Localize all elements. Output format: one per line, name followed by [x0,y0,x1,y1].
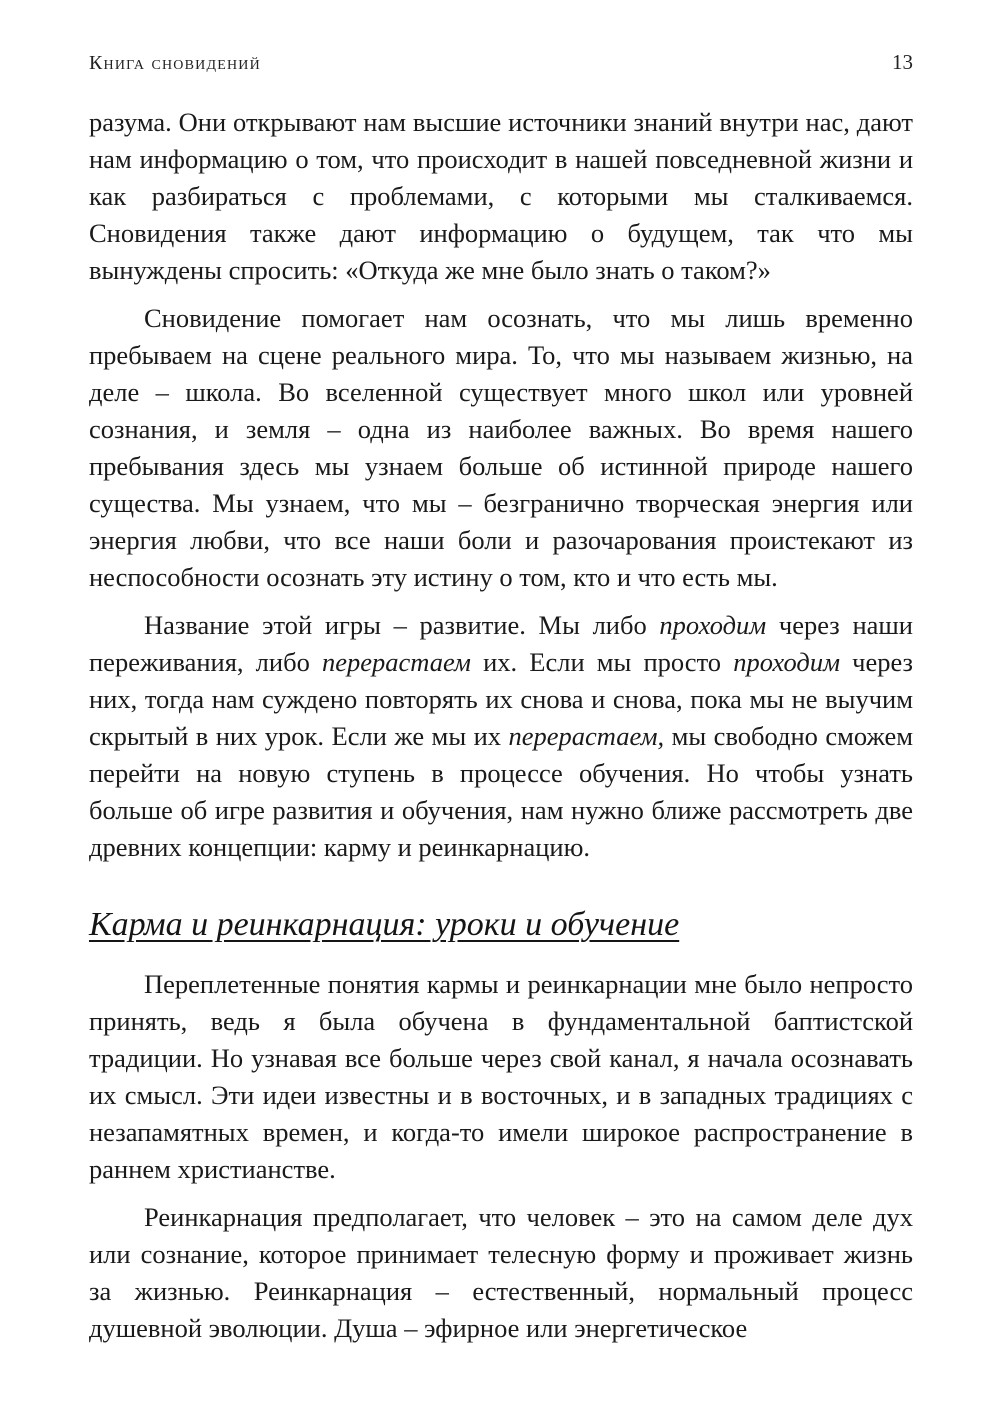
italic-term: проходим [733,647,840,677]
paragraph-reincarnation-definition: Реинкарнация предполагает, что человек – это на самом деле дух или сознание, которое принимает телесную форму и проживает жизнь за жизнью. Реинкарнация – естественный, нормальный процесс душевной эволюции. Душа – эфирное или энергетическое [89,1202,913,1343]
text-segment: Название этой игры – развитие. Мы либо [144,610,660,640]
text-segment: через них, тогда нам суждено повторять их снова и снова, пока мы не выучим скрытый в них урок. Если же мы их [89,647,914,751]
text-segment: их. Если мы просто [470,647,734,677]
italic-term: перерастаем [321,647,471,677]
running-header [89,50,913,80]
book-page [89,0,913,1418]
text-segment: мы свободно сможем перейти на новую ступень в процессе обучения. Но чтобы узнать больше об игре развития и обучения, нам нужно ближе рассмотреть две древних концепции: карму и реинкарнацию. [89,721,913,862]
section-heading: Карма и реинкарнация: уроки и обучение [89,906,680,943]
page-number: 13 [892,50,913,74]
italic-term: проходим [659,610,767,640]
paragraph-game-of-development [89,607,913,866]
book-title: Книга сновидений [89,52,261,74]
paragraph-dreams-knowledge: разума. Они открывают нам высшие источники знаний внутри нас, дают нам информацию о том, что происходит в нашей повседневной жизни и как разбираться с проблемами, с которыми мы сталкиваемся. Сновидения также дают информацию о будущем, так что мы вынуждены спросить: «Откуда же мне было знать о таком?» [89,107,913,285]
paragraph-earth-school: Сновидение помогает нам осознать, что мы лишь временно пребываем на сцене реального мира. То, что мы называем жизнью, на деле – школа. Во вселенной существует много школ или уровней сознания, и земля – одна из наиболее важных. Во время нашего пребывания здесь мы узнаем больше об истинной природе нашего существа. Мы узнаем, что мы – безгранично творческая энергия или энергия любви, что все наши боли и разочарования проистекают из неспособности осознать эту истину о том, кто и что есть мы. [89,303,913,592]
paragraph-karma-reincarnation: Переплетенные понятия кармы и реинкарнации мне было непросто принять, ведь я была обучена в фундаментальной баптистской традиции. Но узнавая все больше через свой канал, я начала осознавать их смысл. Эти идеи известны и в восточных, и в западных традициях с незапамятных времен, и когда-то имели широкое распространение в раннем христианстве. [89,969,913,1184]
text-segment: через наши переживания, либо [89,610,913,677]
italic-term: перерастаем, [508,721,665,751]
body-text [89,104,913,1347]
